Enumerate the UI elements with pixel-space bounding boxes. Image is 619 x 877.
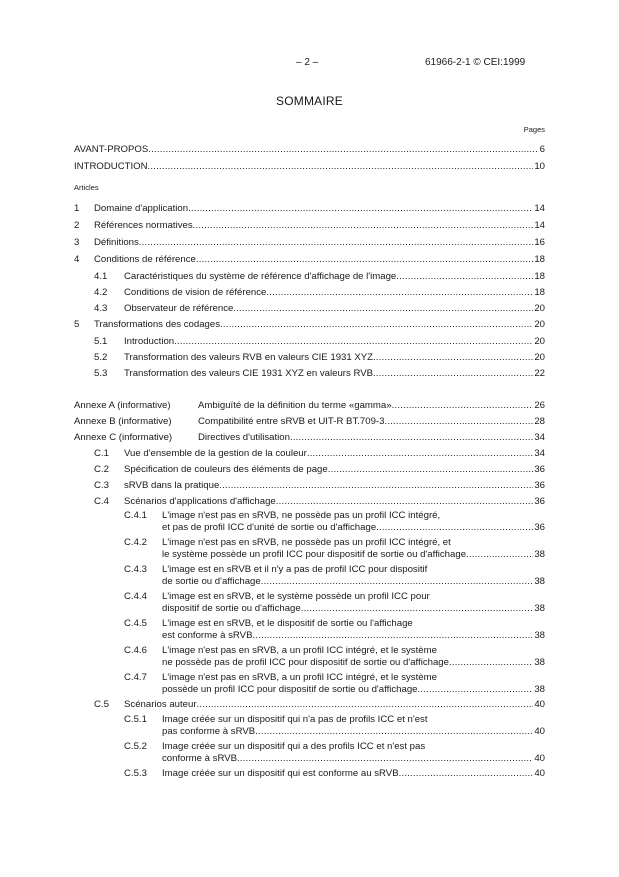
toc-entry-number: 5.3 <box>94 368 108 379</box>
toc-entry-c-5[interactable] <box>94 698 545 712</box>
toc-entry-title-line2: de sortie ou d'affichage <box>162 576 261 587</box>
toc-entry-page: 38 <box>534 657 545 668</box>
toc-entry-1[interactable] <box>74 202 545 216</box>
toc-entry-page: 20 <box>534 303 545 314</box>
toc-entry-title: Transformations des codages <box>94 319 221 330</box>
toc-entry-number: C.5.1 <box>124 714 147 725</box>
toc-entry-number: Annexe B (informative) <box>74 416 172 427</box>
toc-entry-number: Annexe C (informative) <box>74 432 173 443</box>
toc-entry-c-4[interactable] <box>94 495 545 509</box>
toc-entry-number: C.4.3 <box>124 564 147 575</box>
toc-entry-page: 36 <box>534 496 545 507</box>
toc-entry-page: 38 <box>534 576 545 587</box>
toc-entry-page: 28 <box>534 416 545 427</box>
toc-entry-number: 2 <box>74 220 80 231</box>
toc-entry-4-3[interactable] <box>94 302 545 316</box>
toc-entry-c-1[interactable] <box>94 447 545 461</box>
toc-entry-title: Scénarios d'applications d'affichage <box>124 496 276 507</box>
toc-entry-title-line1: L'image n'est pas en sRVB, a un profil ICC intégré, et le système <box>162 645 437 656</box>
toc-entry-number: C.2 <box>94 464 109 475</box>
toc-entry-page: 40 <box>534 699 545 710</box>
toc-entry-title-line1: L'image n'est pas en sRVB, ne possède pas un profil ICC intégré, <box>162 510 441 521</box>
toc-entry-introduction[interactable] <box>74 160 545 174</box>
toc-entry-title-line1: L'image n'est pas en sRVB, a un profil ICC intégré, et le système <box>162 672 437 683</box>
toc-entry-c-2[interactable] <box>94 463 545 477</box>
toc-entry-page: 40 <box>534 753 545 764</box>
page-number: – 2 – <box>296 57 319 68</box>
toc-entry-page: 38 <box>534 549 545 560</box>
toc-entry-3[interactable] <box>74 236 545 250</box>
toc-entry-number: 4.3 <box>94 303 108 314</box>
toc-entry-title: Ambiguïté de la définition du terme «gamma» <box>198 400 392 411</box>
toc-entry-title-line2: et pas de profil ICC d'unité de sortie ou d'affichage <box>162 522 377 533</box>
toc-entry-number: C.1 <box>94 448 109 459</box>
toc-entry-title: Directives d'utilisation <box>198 432 290 443</box>
toc-entry-4-2[interactable] <box>94 286 545 300</box>
pages-label: Pages <box>523 125 545 134</box>
toc-entry-number: C.3 <box>94 480 109 491</box>
toc-entry-annexe-a[interactable] <box>74 399 545 413</box>
toc-entry-4[interactable] <box>74 253 545 267</box>
toc-entry-page: 38 <box>534 684 545 695</box>
toc-entry-number: C.4.6 <box>124 645 147 656</box>
toc-entry-number: 1 <box>74 203 80 214</box>
toc-entry-title: Scénarios auteur <box>124 699 197 710</box>
toc-entry-page: 14 <box>534 220 545 231</box>
toc-entry-number: C.4.4 <box>124 591 147 602</box>
toc-entry-page: 10 <box>534 161 545 172</box>
toc-entry-page: 22 <box>534 368 545 379</box>
toc-entry-page: 34 <box>534 432 545 443</box>
toc-entry-page: 34 <box>534 448 545 459</box>
toc-entry-page: 36 <box>534 464 545 475</box>
toc-entry-page: 20 <box>534 336 545 347</box>
toc-entry-5-2[interactable] <box>94 351 545 365</box>
toc-entry-title: INTRODUCTION <box>74 161 148 172</box>
toc-entry-title: Transformation des valeurs RVB en valeurs CIE 1931 XYZ <box>124 352 374 363</box>
toc-entry-title-line1: L'image est en sRVB et il n'y a pas de profil ICC pour dispositif <box>162 564 428 575</box>
toc-entry-title: Vue d'ensemble de la gestion de la couleur <box>124 448 307 459</box>
toc-entry-title-line2: ne possède pas de profil ICC pour dispositif de sortie ou d'affichage <box>162 657 449 668</box>
toc-entry-title-line1: Image créée sur un dispositif qui n'a pas de profils ICC et n'est <box>162 714 428 725</box>
toc-entry-page: 18 <box>534 254 545 265</box>
toc-entry-number: C.5.2 <box>124 741 147 752</box>
toc-entry-title: Conditions de vision de référence <box>124 287 267 298</box>
toc-entry-page: 36 <box>534 522 545 533</box>
toc-entry-page: 18 <box>534 271 545 282</box>
toc-entry-c-3[interactable] <box>94 479 545 493</box>
toc-entry-number: C.5 <box>94 699 109 710</box>
toc-entry-number: 5 <box>74 319 80 330</box>
toc-entry-annexe-c[interactable] <box>74 431 545 445</box>
toc-entry-title-line2: dispositif de sortie ou d'affichage <box>162 603 301 614</box>
toc-entry-title: AVANT-PROPOS <box>74 144 149 155</box>
toc-entry-number: C.4.7 <box>124 672 147 683</box>
toc-entry-title: Observateur de référence <box>124 303 234 314</box>
toc-entry-title-line2: possède un profil ICC pour dispositif de sortie ou d'affichage <box>162 684 418 695</box>
toc-entry-title-line1: Image créée sur un dispositif qui est conforme au sRVB <box>162 768 399 779</box>
toc-entry-title-line1: L'image n'est pas en sRVB, ne possède pas un profil ICC intégré, et <box>162 537 451 548</box>
toc-entry-number: C.4 <box>94 496 109 507</box>
toc-entry-title-line1: Image créée sur un dispositif qui a des profils ICC et n'est pas <box>162 741 426 752</box>
toc-entry-number: 4.1 <box>94 271 108 282</box>
toc-entry-page: 36 <box>534 480 545 491</box>
toc-entry-title: Transformation des valeurs CIE 1931 XYZ en valeurs RVB <box>124 368 374 379</box>
toc-entry-page: 18 <box>534 287 545 298</box>
toc-entry-page: 16 <box>534 237 545 248</box>
toc-entry-annexe-b[interactable] <box>74 415 545 429</box>
toc-entry-number: 5.2 <box>94 352 108 363</box>
articles-label: Articles <box>74 183 99 192</box>
toc-entry-5[interactable] <box>74 318 545 332</box>
toc-entry-title-line1: L'image est en sRVB, et le dispositif de sortie ou l'affichage <box>162 618 413 629</box>
toc-entry-number: 3 <box>74 237 80 248</box>
document-reference: 61966-2-1 © CEI:1999 <box>425 57 526 68</box>
toc-entry-title-line1: L'image est en sRVB, et le système possède un profil ICC pour <box>162 591 430 602</box>
toc-entry-number: C.4.5 <box>124 618 147 629</box>
toc-entry-title: Spécification de couleurs des éléments de page <box>124 464 328 475</box>
toc-entry-page: 6 <box>539 144 545 155</box>
toc-entry-title: Définitions <box>94 237 139 248</box>
toc-entry-page: 38 <box>534 630 545 641</box>
page-title: SOMMAIRE <box>276 94 343 108</box>
toc-entry-title-line2: conforme à sRVB <box>162 753 238 764</box>
toc-entry-title-line2: pas conforme à sRVB <box>162 726 256 737</box>
toc-entry-page: 38 <box>534 603 545 614</box>
toc-entry-number: 5.1 <box>94 336 108 347</box>
toc-entry-2[interactable] <box>74 219 545 233</box>
toc-entry-title: Conditions de référence <box>94 254 196 265</box>
toc-entry-title-line2: le système possède un profil ICC pour dispositif de sortie ou d'affichage <box>162 549 467 560</box>
toc-entry-page: 20 <box>534 352 545 363</box>
toc-entry-5-1[interactable] <box>94 335 545 349</box>
toc-entry-page: 14 <box>534 203 545 214</box>
toc-entry-title: Domaine d'application <box>94 203 189 214</box>
toc-entry-5-3[interactable] <box>94 367 545 381</box>
toc-entry-avant-propos[interactable] <box>74 143 545 157</box>
toc-entry-number: C.4.1 <box>124 510 147 521</box>
toc-entry-title: Références normatives <box>94 220 193 231</box>
toc-entry-title: Compatibilité entre sRVB et UIT-R BT.709-3 <box>198 416 385 427</box>
toc-entry-number: 4.2 <box>94 287 108 298</box>
toc-entry-page: 40 <box>534 768 545 779</box>
toc-entry-number: Annexe A (informative) <box>74 400 171 411</box>
toc-entry-page: 20 <box>534 319 545 330</box>
toc-entry-page: 26 <box>534 400 545 411</box>
toc-entry-number: C.5.3 <box>124 768 147 779</box>
toc-entry-title: Caractéristiques du système de référence d'affichage de l'image <box>124 271 397 282</box>
toc-entry-4-1[interactable] <box>94 270 545 284</box>
toc-entry-number: 4 <box>74 254 80 265</box>
toc-entry-number: C.4.2 <box>124 537 147 548</box>
toc-entry-title-line2: est conforme à sRVB <box>162 630 253 641</box>
toc-entry-title: Introduction <box>124 336 175 347</box>
toc-entry-page: 40 <box>534 726 545 737</box>
toc-entry-title: sRVB dans la pratique <box>124 480 220 491</box>
